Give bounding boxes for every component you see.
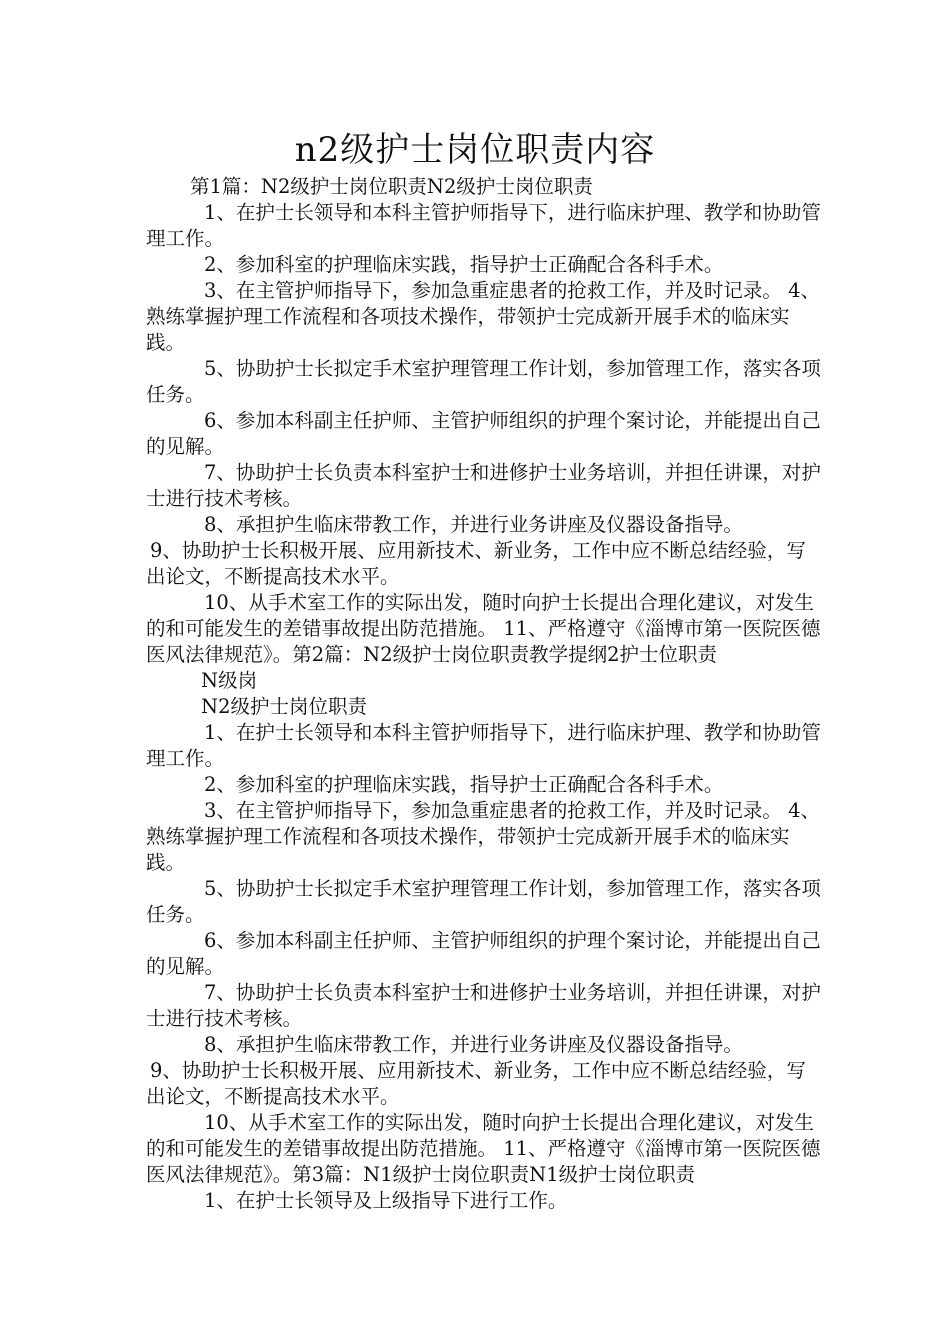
document-body <box>146 174 822 1214</box>
paragraph: 第1篇：N2级护士岗位职责N2级护士岗位职责 <box>190 175 593 198</box>
paragraph: 1、在护士长领导和本科主管护师指导下，进行临床护理、教学和协助管理工作。 <box>146 201 821 250</box>
paragraph: 2、参加科室的护理临床实践，指导护士正确配合各科手术。 <box>204 253 724 276</box>
paragraph: 9、协助护士长积极开展、应用新技术、新业务，工作中应不断总结经验，写出论文，不断提高技术水平。 <box>146 539 806 588</box>
paragraph: 10、从手术室工作的实际出发，随时向护士长提出合理化建议，对发生的和可能发生的差错事故提出防范措施。 11、严格遵守《淄博市第一医院医德医风法律规范》。第3篇：N1级护士岗位职责N1级护士岗位职责 <box>146 1111 821 1186</box>
paragraph: 3、在主管护师指导下，参加急重症患者的抢救工作，并及时记录。 4、熟练掌握护理工作流程和各项技术操作，带领护士完成新开展手术的临床实践。 <box>146 799 821 874</box>
paragraph: 9、协助护士长积极开展、应用新技术、新业务，工作中应不断总结经验，写出论文，不断提高技术水平。 <box>146 1059 806 1108</box>
paragraph: 8、承担护生临床带教工作，并进行业务讲座及仪器设备指导。 <box>204 513 743 536</box>
paragraph: 5、协助护士长拟定手术室护理管理工作计划，参加管理工作，落实各项任务。 <box>146 877 821 926</box>
paragraph: N2级护士岗位职责 <box>201 695 367 718</box>
paragraph: 1、在护士长领导及上级指导下进行工作。 <box>204 1189 568 1212</box>
paragraph: 3、在主管护师指导下，参加急重症患者的抢救工作，并及时记录。 4、熟练掌握护理工作流程和各项技术操作，带领护士完成新开展手术的临床实践。 <box>146 279 821 354</box>
paragraph: 7、协助护士长负责本科室护士和进修护士业务培训，并担任讲课，对护士进行技术考核。 <box>146 981 821 1030</box>
paragraph: 7、协助护士长负责本科室护士和进修护士业务培训，并担任讲课，对护士进行技术考核。 <box>146 461 821 510</box>
paragraph: 1、在护士长领导和本科主管护师指导下，进行临床护理、教学和协助管理工作。 <box>146 721 821 770</box>
paragraph: 5、协助护士长拟定手术室护理管理工作计划，参加管理工作，落实各项任务。 <box>146 357 821 406</box>
page-title: n2级护士岗位职责内容 <box>294 130 656 170</box>
paragraph: 6、参加本科副主任护师、主管护师组织的护理个案讨论，并能提出自己的见解。 <box>146 929 821 978</box>
paragraph: 8、承担护生临床带教工作，并进行业务讲座及仪器设备指导。 <box>204 1033 743 1056</box>
paragraph: 2、参加科室的护理临床实践，指导护士正确配合各科手术。 <box>204 773 724 796</box>
paragraph: N级岗 <box>201 669 258 692</box>
paragraph: 6、参加本科副主任护师、主管护师组织的护理个案讨论，并能提出自己的见解。 <box>146 409 821 458</box>
paragraph: 10、从手术室工作的实际出发，随时向护士长提出合理化建议，对发生的和可能发生的差错事故提出防范措施。 11、严格遵守《淄博市第一医院医德医风法律规范》。第2篇：N2级护士岗位职责教学提纲2护士位职责 <box>146 591 821 666</box>
